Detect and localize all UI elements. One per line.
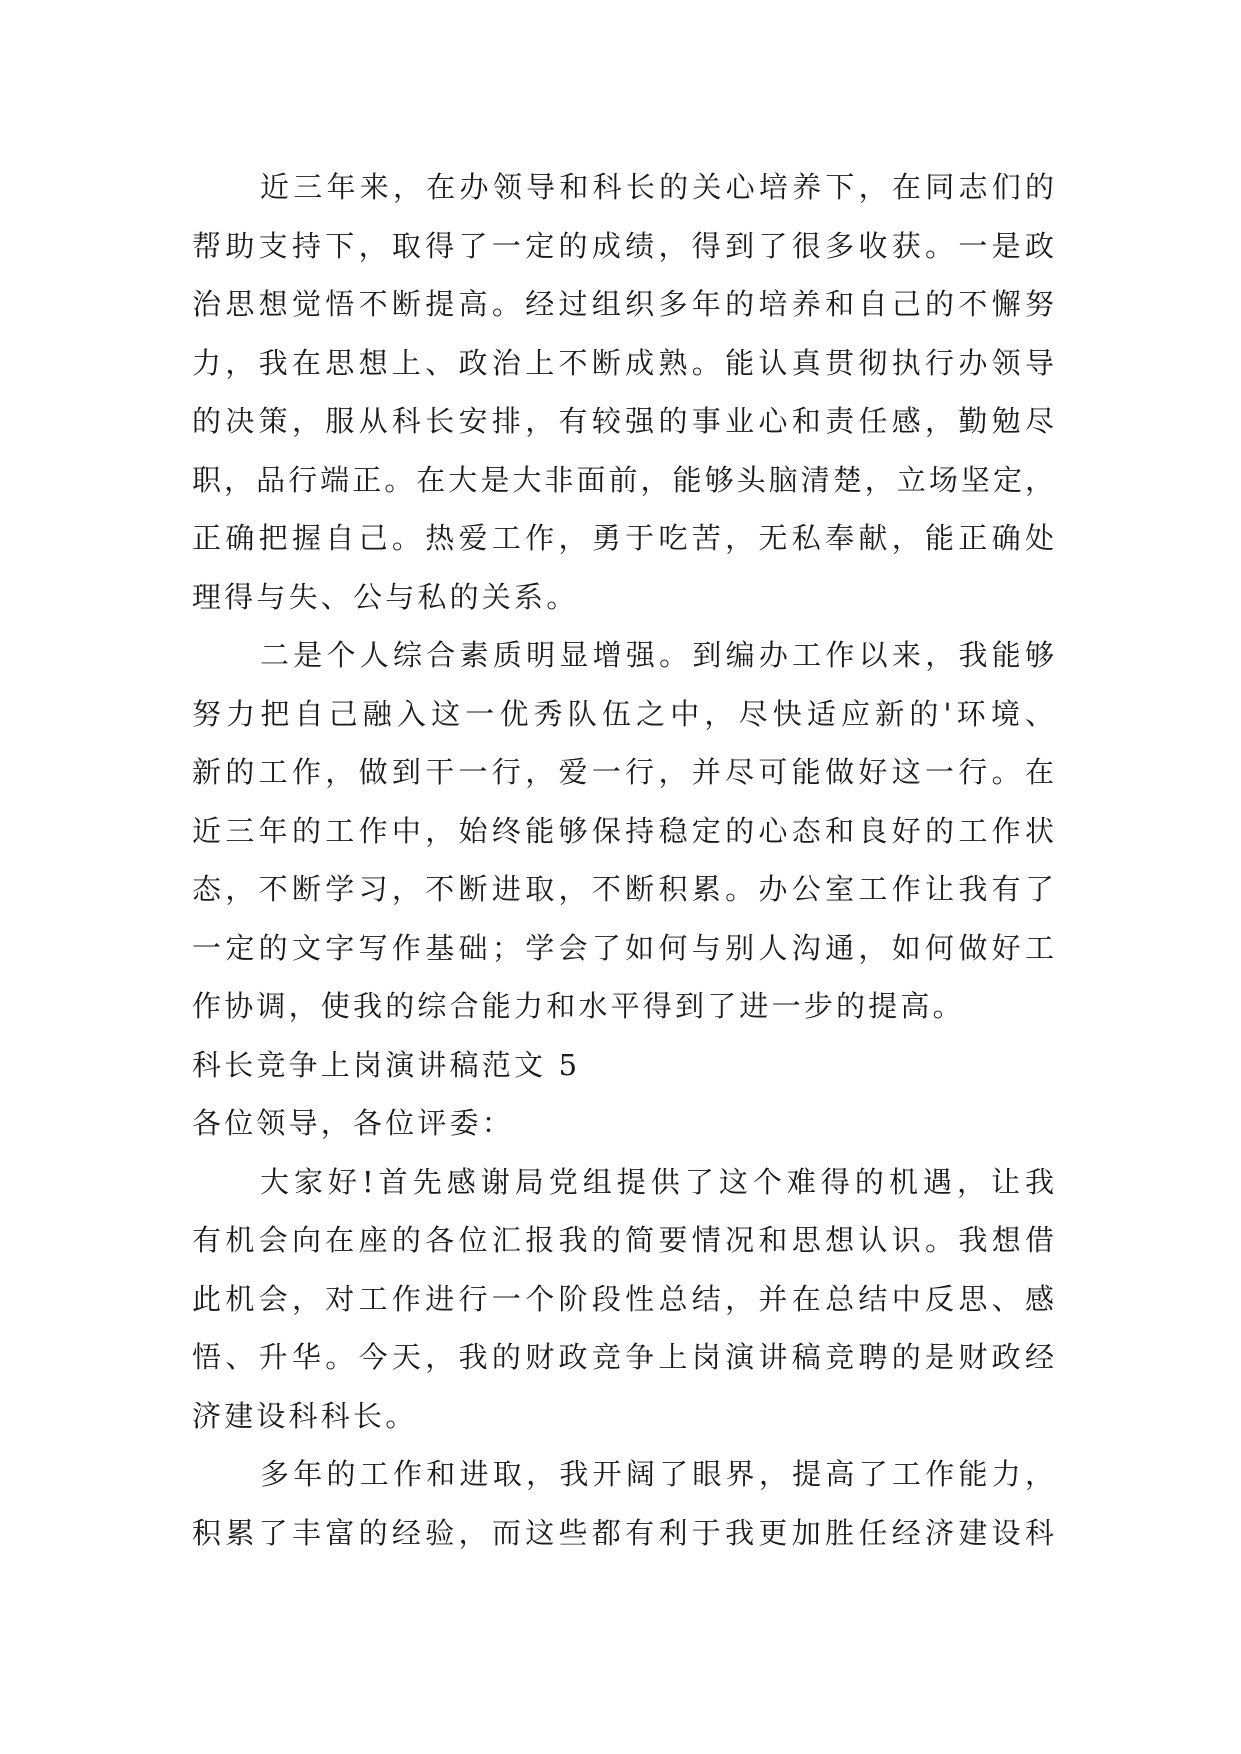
paragraph-p2 bbox=[192, 626, 1054, 1036]
text-line: 帮助支持下，取得了一定的成绩，得到了很多收获。一是政 bbox=[192, 228, 1054, 263]
text-line: 悟、升华。今天，我的财政竞争上岗演讲稿竞聘的是财政经 bbox=[192, 1340, 1054, 1374]
text-line: 近三年的工作中，始终能够保持稳定的心态和良好的工作状 bbox=[192, 813, 1054, 848]
text-line: 治思想觉悟不断提高。经过组织多年的培养和自己的不懈努 bbox=[192, 287, 1054, 321]
text-line: 此机会，对工作进行一个阶段性总结，并在总结中反思、感 bbox=[192, 1281, 1054, 1316]
text-line: 的决策，服从科长安排，有较强的事业心和责任感，勤勉尽 bbox=[192, 404, 1054, 438]
text-line: 力，我在思想上、政治上不断成熟。能认真贯彻执行办领导 bbox=[192, 345, 1054, 380]
text-line: 新的工作，做到干一行，爱一行，并尽可能做好这一行。在 bbox=[192, 755, 1054, 789]
text-line: 科长竞争上岗演讲稿范文 5 bbox=[192, 1047, 581, 1082]
text-line: 正确把握自己。热爱工作，勇于吃苦，无私奉献，能正确处 bbox=[192, 521, 1054, 555]
text-line: 态，不断学习，不断进取，不断积累。办公室工作让我有了 bbox=[192, 872, 1054, 906]
text-line: 职，品行端正。在大是大非面前，能够头脑清楚，立场坚定， bbox=[192, 462, 1054, 497]
text-line: 二是个人综合素质明显增强。到编办工作以来，我能够 bbox=[260, 638, 1054, 672]
text-line: 多年的工作和进取，我开阔了眼界，提高了工作能力， bbox=[260, 1457, 1054, 1491]
text-line: 大家好!首先感谢局党组提供了这个难得的机遇，让我 bbox=[260, 1164, 1054, 1199]
text-line: 积累了丰富的经验，而这些都有利于我更加胜任经济建设科 bbox=[192, 1515, 1054, 1550]
text-line: 各位领导，各位评委： bbox=[192, 1106, 515, 1140]
document-body bbox=[192, 158, 1054, 1562]
text-line: 理得与失、公与私的关系。 bbox=[192, 579, 579, 614]
text-line: 济建设科科长。 bbox=[192, 1398, 418, 1433]
text-line: 有机会向在座的各位汇报我的简要情况和思想认识。我想借 bbox=[192, 1223, 1054, 1257]
paragraph-salutation bbox=[192, 1094, 1054, 1153]
text-line: 一定的文字写作基础；学会了如何与别人沟通，如何做好工 bbox=[192, 930, 1054, 965]
paragraph-p3 bbox=[192, 1153, 1054, 1446]
text-line: 努力把自己融入这一优秀队伍之中，尽快适应新的'环境、 bbox=[192, 696, 1054, 731]
paragraph-p1 bbox=[192, 158, 1054, 626]
paragraph-p4 bbox=[192, 1445, 1054, 1562]
paragraph-heading bbox=[192, 1036, 1054, 1095]
text-line: 作协调，使我的综合能力和水平得到了进一步的提高。 bbox=[192, 989, 965, 1023]
text-line: 近三年来，在办领导和科长的关心培养下，在同志们的 bbox=[260, 170, 1054, 204]
